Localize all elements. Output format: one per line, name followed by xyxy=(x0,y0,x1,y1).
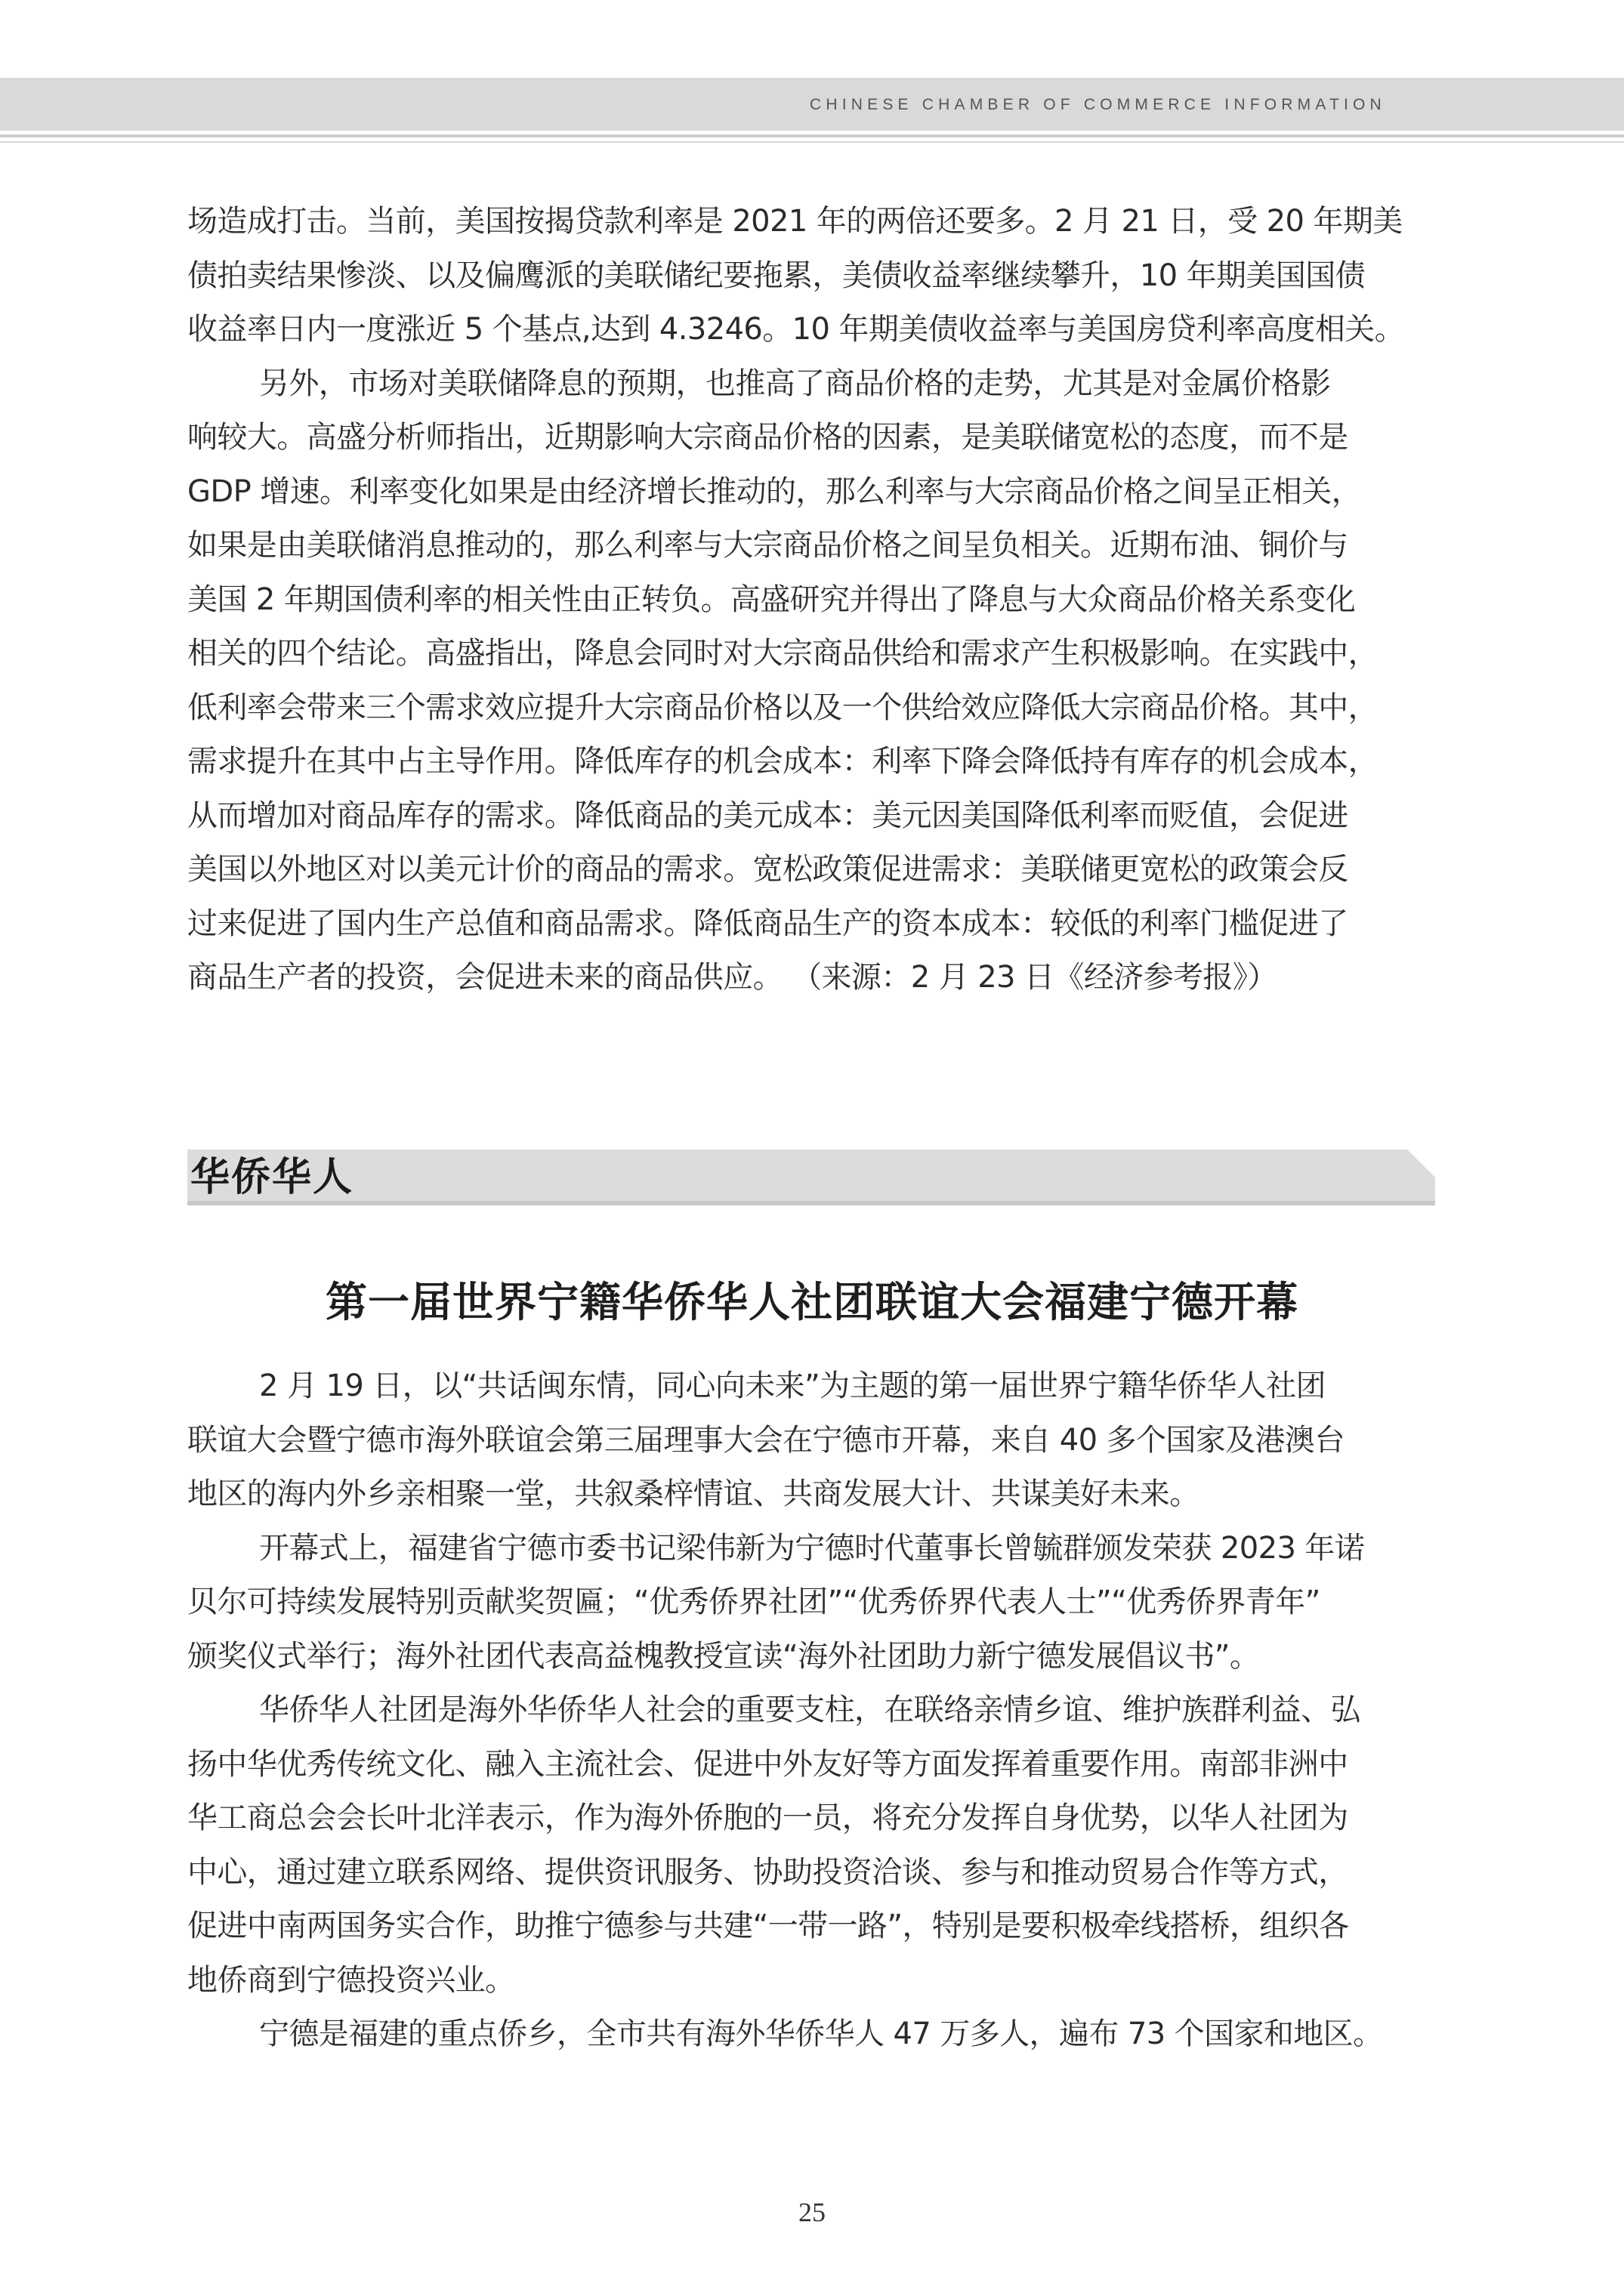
text-line: 地区的海内外乡亲相聚一堂，共叙桑梓情谊、共商发展大计、共谋美好未来。 xyxy=(187,1477,1199,1511)
text-line: 贝尔可持续发展特别贡献奖贺匾；“优秀侨界社团”“优秀侨界代表人士”“优秀侨界青年” xyxy=(187,1585,1320,1619)
text-line: 场造成打击。当前，美国按揭贷款利率是 2021 年的两倍还要多。2 月 21 日，受 20 年期美 xyxy=(187,204,1403,239)
article-continuation xyxy=(187,195,1435,1005)
text-line: 联谊大会暨宁德市海外联谊会第三届理事大会在宁德市开幕，来自 40 多个国家及港澳台 xyxy=(187,1422,1345,1458)
source-citation: （来源：2 月 23 日《经济参考报》） xyxy=(792,960,1277,995)
article-title: 第一届世界宁籍华侨华人社团联谊大会福建宁德开幕 xyxy=(325,1278,1298,1326)
paragraph xyxy=(187,1683,1435,2008)
text-line: 宁德是福建的重点侨乡，全市共有海外华侨华人 47 万多人，遍布 73 个国家和地区。 xyxy=(259,2017,1383,2051)
text-line: 另外，市场对美联储降息的预期，也推高了商品价格的走势，尤其是对金属价格影 xyxy=(259,366,1331,401)
text-line: 过来促进了国内生产总值和商品需求。降低商品生产的资本成本：较低的利率门槛促进了 xyxy=(187,906,1348,941)
text-line: 华工商总会会长叶北洋表示，作为海外侨胞的一员，将充分发挥自身优势，以华人社团为 xyxy=(187,1801,1348,1835)
text-line: 相关的四个结论。高盛指出，降息会同时对大宗商品供给和需求产生积极影响。在实践中， xyxy=(187,636,1378,671)
article-body xyxy=(187,1359,1435,2062)
page-number: 25 xyxy=(798,2197,826,2227)
text-line: GDP 增速。利率变化如果是由经济增长推动的，那么利率与大宗商品价格之间呈正相关， xyxy=(187,474,1362,509)
text-line: 美国以外地区对以美元计价的商品的需求。宽松政策促进需求：美联储更宽松的政策会反 xyxy=(187,852,1348,887)
text-line: 商品生产者的投资，会促进未来的商品供应。 xyxy=(187,960,783,995)
paragraph xyxy=(187,2008,1435,2062)
text-line: 收益率日内一度涨近 5 个基点,达到 4.3246。10 年期美债收益率与美国房贷利率高度相关。 xyxy=(187,312,1405,347)
text-line: 响较大。高盛分析师指出，近期影响大宗商品价格的因素，是美联储宽松的态度，而不是 xyxy=(187,420,1348,455)
paragraph xyxy=(187,1522,1435,1684)
header-divider-thin xyxy=(0,141,1624,143)
text-line: 从而增加对商品库存的需求。降低商品的美元成本：美元因美国降低利率而贬值，会促进 xyxy=(187,798,1348,833)
paragraph xyxy=(187,195,1435,357)
text-line: 债拍卖结果惨淡、以及偏鹰派的美联储纪要拖累，美债收益率继续攀升，10 年期美国国债 xyxy=(187,258,1366,293)
text-line: 华侨华人社团是海外华侨华人社会的重要支柱，在联络亲情乡谊、维护族群利益、弘 xyxy=(259,1693,1360,1727)
text-line: 美国 2 年期国债利率的相关性由正转负。高盛研究并得出了降息与大众商品价格关系变化 xyxy=(187,582,1356,617)
paragraph xyxy=(187,357,1435,1005)
text-line: 如果是由美联储消息推动的，那么利率与大宗商品价格之间呈负相关。近期布油、铜价与 xyxy=(187,528,1348,563)
section-title: 华侨华人 xyxy=(190,1154,354,1200)
text-line: 开幕式上，福建省宁德市委书记梁伟新为宁德时代董事长曾毓群颁发荣获 2023 年诺 xyxy=(259,1530,1365,1566)
text-line: 地侨商到宁德投资兴业。 xyxy=(187,1962,515,1998)
text-line: 2 月 19 日，以“共话闽东情，同心向未来”为主题的第一届世界宁籍华侨华人社团 xyxy=(259,1369,1326,1403)
paragraph xyxy=(187,1359,1435,1522)
text-line: 促进中南两国务实合作，助推宁德参与共建“一带一路”，特别是要积极牵线搭桥，组织各 xyxy=(187,1909,1349,1943)
text-line: 需求提升在其中占主导作用。降低库存的机会成本：利率下降会降低持有库存的机会成本， xyxy=(187,744,1378,779)
text-line: 中心，通过建立联系网络、提供资讯服务、协助投资洽谈、参与和推动贸易合作等方式， xyxy=(187,1854,1348,1890)
text-line: 低利率会带来三个需求效应提升大宗商品价格以及一个供给效应降低大宗商品价格。其中， xyxy=(187,690,1378,725)
text-line: 扬中华优秀传统文化、融入主流社会、促进中外友好等方面发挥着重要作用。南部非洲中 xyxy=(187,1746,1348,1782)
header-divider xyxy=(0,134,1624,137)
text-line-with-source xyxy=(187,951,1435,1005)
text-line: 颁奖仪式举行；海外社团代表高益槐教授宣读“海外社团助力新宁德发展倡议书”。 xyxy=(187,1638,1260,1674)
section-header-bar xyxy=(187,1150,1435,1205)
running-header: CHINESE CHAMBER OF COMMERCE INFORMATION xyxy=(810,96,1386,113)
